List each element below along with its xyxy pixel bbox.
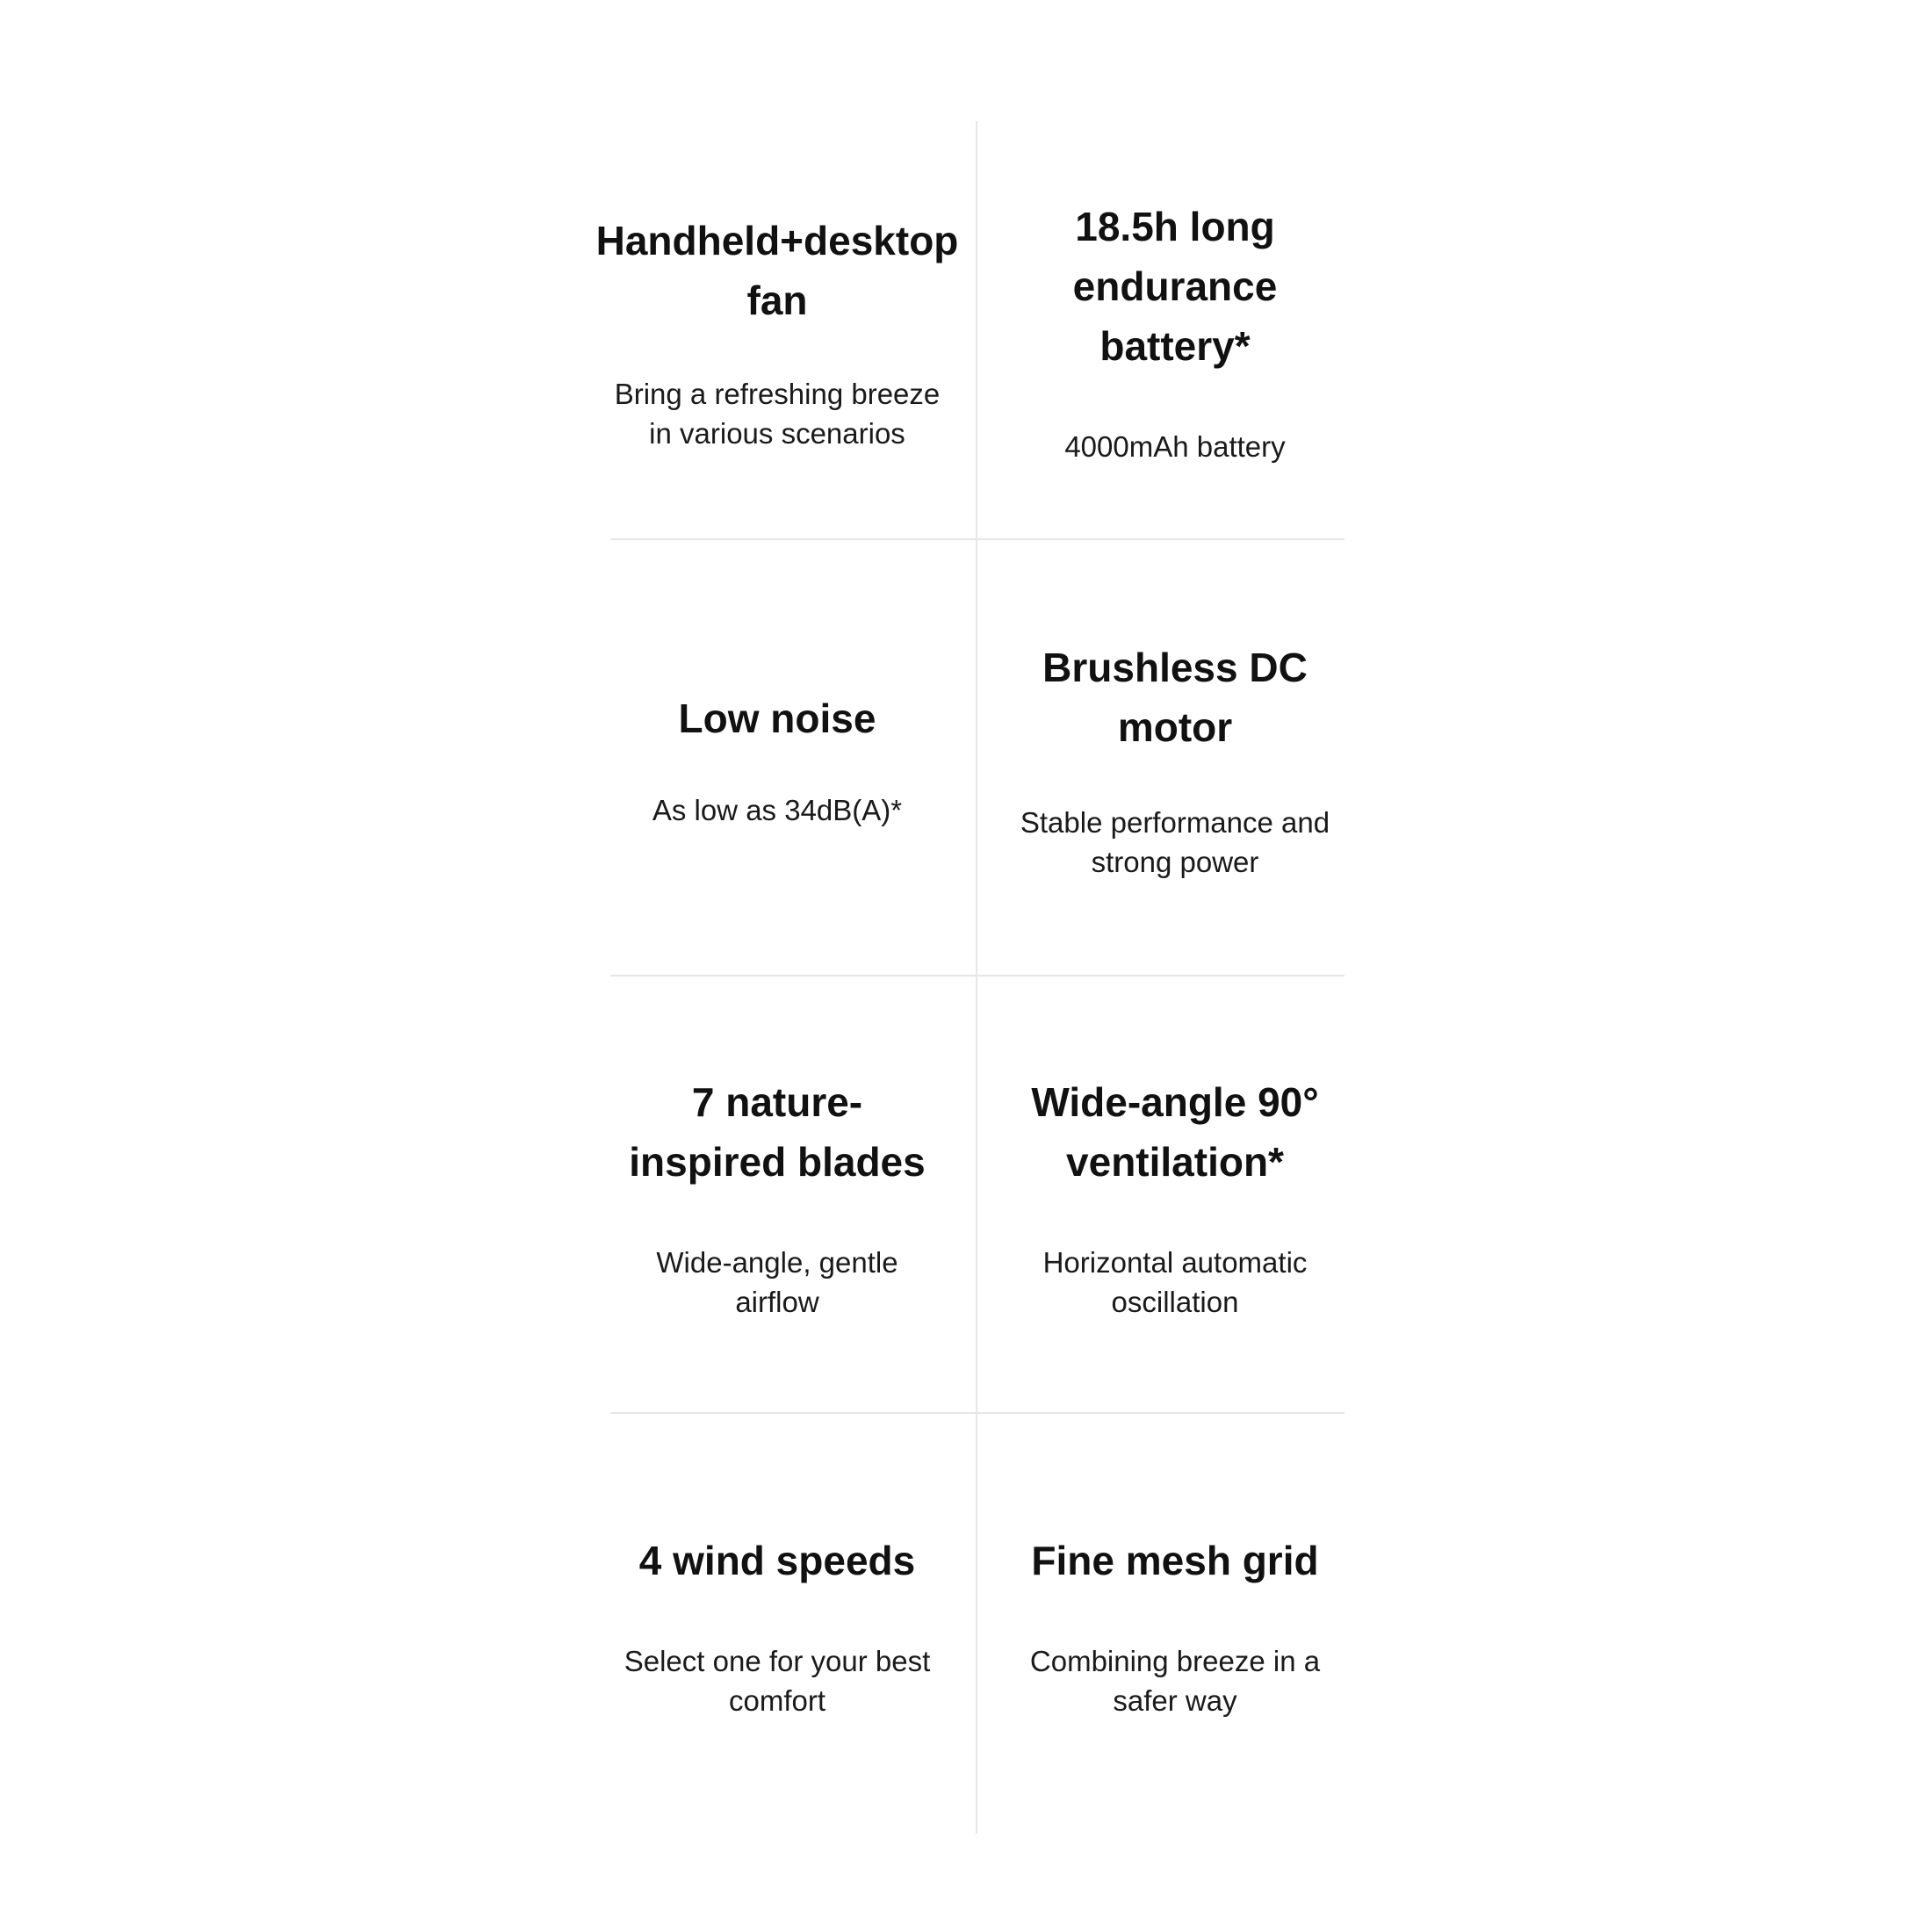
feature-title: 7 nature-inspired blades <box>629 1079 926 1185</box>
feature-wind-speeds <box>580 1417 975 1834</box>
feature-description: Combining breeze in a safer way <box>1029 1645 1321 1717</box>
feature-description: Select one for your best comfort <box>624 1645 931 1717</box>
feature-title: Low noise <box>678 696 876 741</box>
feature-description: 4000mAh battery <box>1064 430 1286 463</box>
feature-title: Handheld+desktop fan <box>595 217 959 323</box>
feature-mesh-grid <box>977 1417 1373 1834</box>
feature-title: 18.5h long endurance battery* <box>1072 204 1278 369</box>
feature-brushless-motor <box>977 542 1373 977</box>
feature-battery <box>977 123 1373 540</box>
feature-wide-angle <box>977 978 1373 1416</box>
feature-blades <box>580 978 975 1416</box>
feature-description: As low as 34dB(A)* <box>652 794 903 826</box>
feature-title: 4 wind speeds <box>638 1538 916 1583</box>
feature-description: Stable performance and strong power <box>1020 805 1330 878</box>
feature-title: Wide-angle 90° ventilation* <box>1031 1079 1319 1185</box>
feature-title: Fine mesh grid <box>1031 1538 1319 1583</box>
feature-description: Bring a refreshing breeze in various scenarios <box>614 377 941 450</box>
feature-title: Brushless DC motor <box>1042 644 1308 750</box>
feature-description: Wide-angle, gentle airflow <box>656 1246 898 1318</box>
feature-low-noise <box>580 542 975 977</box>
feature-description: Horizontal automatic oscillation <box>1042 1246 1308 1318</box>
feature-handheld-desktop <box>580 123 975 540</box>
